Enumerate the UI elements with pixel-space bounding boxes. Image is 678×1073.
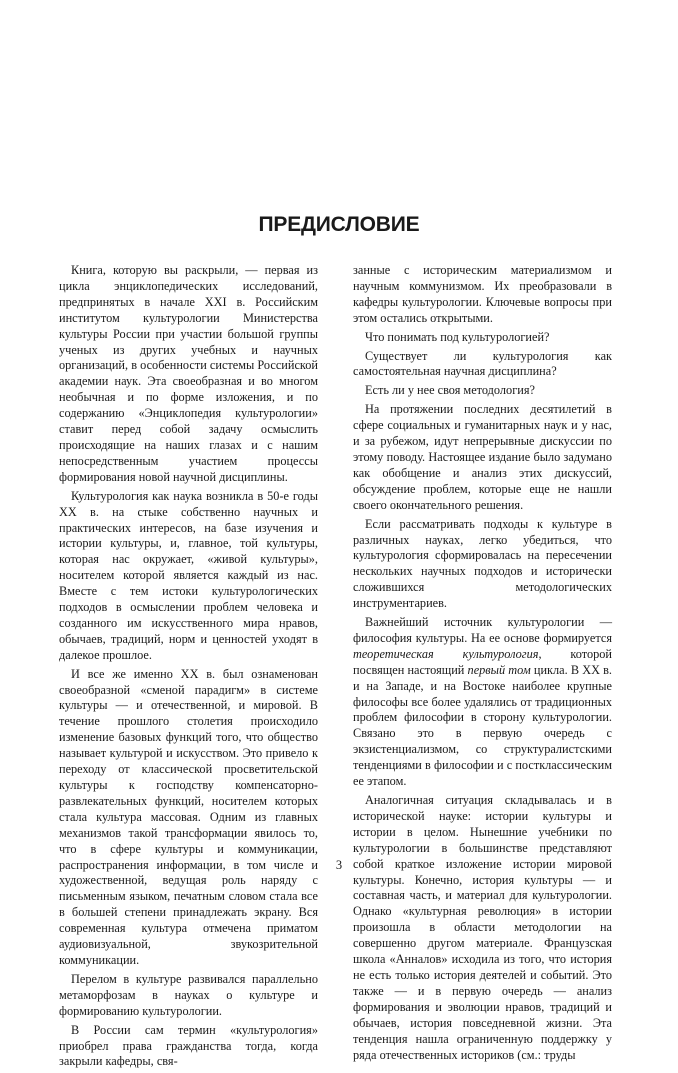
paragraph: Книга, которую вы раскрыли, — первая из цикла энциклопедических исследований, предпринятых в начале XXI в. Российским институтом культурологии Министерства культуры России при участии большой группы ученых из других учебных и научных организаций, в особенности системы Российской академии наук. Эта своеобразная и во многом необычная и по форме изложения, и по содержанию «Энциклопедия культурологии» ставит перед собой задачу осмыслить происходящие на наших глазах и с нашим непосредственным участием процессы формирования новой научной дисциплины. xyxy=(59,263,318,484)
paragraph: Перелом в культуре развивался параллельно метаморфозам в науках о культуре и формированию культурологии. xyxy=(59,971,318,1018)
text-run: цикла. В XX в. и на Западе, и на Востоке наиболее крупные философы все более удалялись от традиционных проблем философии в сторону культурологии. Связано это в первую очередь с экзистенциализмом, со структуралистскими тенденциями в философии и с постклассическим ее этапом. xyxy=(353,662,613,789)
right-column xyxy=(353,263,612,1066)
paragraph: Что понимать под культурологией? xyxy=(365,329,550,344)
paragraph: Существует ли культурология как самостоятельная научная дисциплина? xyxy=(353,348,612,379)
paragraph: Если рассматривать подходы к культуре в различных науках, легко убедиться, что культурология сформировалась на пересечении нескольких научных подходов и исторически сложившихся методологических инструментариев. xyxy=(353,516,612,611)
text-run: Важнейший источник культурологии — философия культуры. На ее основе формируется xyxy=(353,615,612,645)
italic-term: первый том xyxy=(467,662,531,677)
italic-term: теоретическая культурология xyxy=(353,646,539,661)
paragraph: На протяжении последних десятилетий в сфере социальных и гуманитарных наук и у нас, и за рубежом, идут непрерывные дискуссии по этому поводу. Настоящее издание было задумано как обобщение и анализ этих дискуссий, обсуждение проблем, которые еще не нашли своего окончательного решения. xyxy=(353,402,612,512)
page-title: ПРЕДИСЛОВИЕ xyxy=(258,213,420,236)
paragraph: Аналогичная ситуация складывалась и в исторической науке: истории культуры и истории в целом. Нынешние учебники по культурологии в большинстве представляют собой краткое изложение истории мировой культуры. Конечно, история культуры — и составная часть, и материал для культурологии. Однако «культурная революция» в истории произошла в области методологии на совершенно другом материале. Французская школа «Анналов» исходила из того, что история не есть только история деятелей и событий. Это также — и в первую очередь — анализ формирования и эволюции нравов, традиций и обычаев, история повседневной жизни. Эта тенденция нашла ограниченную поддержку у ряда отечественных историков (см.: труды xyxy=(353,793,612,1062)
paragraph: Есть ли у нее своя методология? xyxy=(365,383,535,398)
paragraph: занные с историческим материализмом и научным коммунизмом. Их преобразовали в кафедры культурологии. Ключевые вопросы при этом остались открытыми. xyxy=(353,263,612,325)
left-column xyxy=(59,263,318,1073)
paragraph: Культурология как наука возникла в 50-е годы XX в. на стыке собственно научных и практических интересов, на базе изучения и истории культуры, и, главное, той культуры, которая нас окружает, «живой культуры», носителем которой является каждый из нас. Вместе с тем истоки культурологических подходов в осмыслении проблем человека и созданного им искусственного мира нравов, обычаев, традиций, норм и ценностей уходят в далекое прошлое. xyxy=(59,488,318,662)
paragraph: В России сам термин «культурология» приобрел права гражданства тогда, когда закрыли кафедры, свя- xyxy=(59,1022,318,1069)
text-run: , которой посвящен настоящий xyxy=(353,646,612,677)
paragraph: И все же именно XX в. был ознаменован своеобразной «сменой парадигм» в системе культуры — и отечественной, и мировой. В течение прошлого столетия происходило изменение базовых функций того, что общество называет культурой и искусством. Это привело к переходу от классической просветительской культуры к господству компенсаторно-развлекательных функций, носителем которых стала культура массовая. Одним из главных механизмов такой трансформации явилось то, что в сфере культуры и коммуникации, распространения информации, в том числе и художественной, ведущая роль наряду с письменным языком, печатным словом стала все в большей степени принадлежать экрану. Вся современная культура отмечена приматом аудиовизуальной, звукозрительной коммуникации. xyxy=(59,666,318,967)
page-number: 3 xyxy=(335,858,343,872)
paragraph xyxy=(353,615,612,790)
